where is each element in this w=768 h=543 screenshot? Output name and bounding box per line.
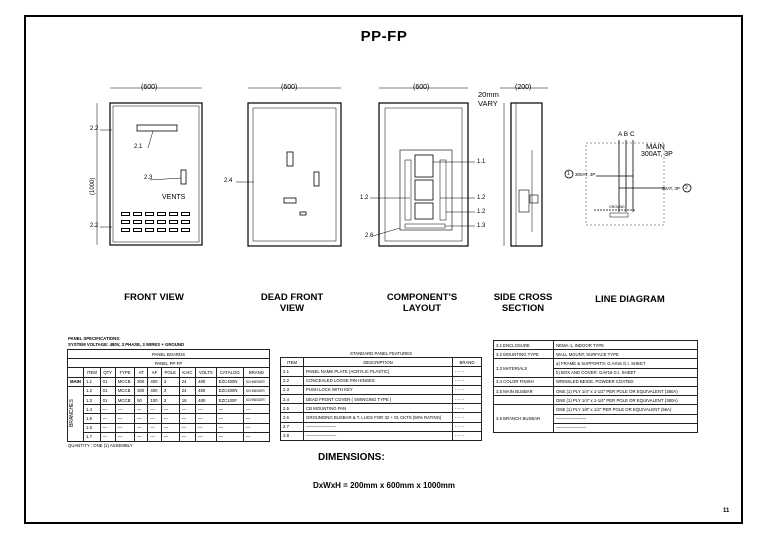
ground-label: GROUND (609, 205, 625, 209)
table-row: 3.5 MAIN BUSBAR ONE (1) PLY 1/4" x 1-1/2" PER POLE OR EQUIVALENT (380A) (494, 386, 698, 395)
dim-width-components: (600) (413, 84, 430, 91)
quantity-note: QUANTITY : ONE (1) ASSEMBLY (68, 443, 133, 448)
col-header: BRAND (453, 358, 482, 367)
callout-2-6: 2.6 (365, 233, 374, 239)
main-group-label: MAIN (68, 377, 84, 386)
table-header: PANEL BOARDS (68, 350, 270, 359)
col-header: AF (148, 368, 161, 377)
main-label: MAIN (646, 142, 665, 151)
vents-label: VENTS (162, 194, 186, 201)
callout-1-2-c: 1.2 (360, 195, 369, 201)
table-row: 3.2 MOUNTING TYPE WALL MOUNT, SURFACE TYPE (494, 350, 698, 359)
callout-2-3: 2.3 (144, 175, 153, 181)
dim-width-front: (600) (141, 84, 158, 91)
callout-1-2-b: 1.2 (477, 209, 486, 215)
components-layout-label: COMPONENT'S LAYOUT (386, 292, 458, 314)
table-row: MAIN 1.1 01 MCCB 300 400 3 24 480 EZC400N SCHNEIDER (68, 377, 270, 386)
table-row: 3.4 COLOR FINISH WRINKLED BEIGE, POWDER COATED (494, 377, 698, 386)
table-row: 1.7 — — — — — — — — — (68, 432, 270, 441)
table-row: 1.6 — — — — — — — — — (68, 423, 270, 432)
col-header: ITEM (281, 358, 304, 367)
callout-1-1: 1.1 (477, 159, 486, 165)
table-row: 2.2 CONCEALED LOOSE PIN HINGES - - - - (281, 376, 482, 385)
col-header: BRAND (243, 368, 269, 377)
page-title: PP-FP (360, 28, 408, 45)
branch-2-number: 2 (685, 185, 688, 191)
table-header: STANDARD PANEL FEATURES (350, 350, 412, 356)
panel-specifications: PANEL SPECIFICATIONS: SYSTEM VOLTAGE: 480V, 3 PHASE, 3 WIRES + GROUND (68, 336, 185, 347)
callout-2-2-bottom: 2.2 (90, 223, 99, 229)
table-row: BRANCHES 1.2 01 MCCB 300 400 3 24 480 EZC400N SCHNEIDER (68, 386, 270, 395)
front-view-label: FRONT VIEW (124, 292, 184, 303)
callout-2-4: 2.4 (224, 178, 233, 184)
dim-width-deadfront: (600) (281, 84, 298, 91)
side-cross-section-label: SIDE CROSS SECTION (493, 292, 553, 314)
table-row: 3.6 BRANCH BUSBAR ONE (1) PLY 1/8" x 1/2" PER POLE OR EQUIVALENT (56A) (494, 405, 698, 414)
branches-group (68, 386, 84, 441)
callout-1-3: 1.3 (477, 223, 486, 229)
dim-vary: 20mm VARY (478, 90, 499, 108)
phase-labels: A B C (618, 131, 635, 138)
page-number: 11 (723, 508, 730, 514)
dim-depth-side: (200) (515, 84, 532, 91)
enclosure-table (493, 340, 698, 433)
table-row: 1.4 — — — — — — — — — (68, 405, 270, 414)
branches-label: BRANCHES (69, 398, 75, 427)
panel-boards-table (67, 349, 270, 442)
table-row: 2.3 PUSH LOCK WITH KEY - - - - (281, 385, 482, 394)
table-row: 2.5 CB MOUNTING PAN - - - - (281, 404, 482, 413)
branch-1-rating: 300AT, 3P (575, 172, 596, 177)
dimensions-heading: DIMENSIONS: (318, 452, 385, 463)
dim-height: (1000) (90, 177, 96, 195)
branch-1-number: 1 (567, 171, 570, 177)
col-header: TYPE (115, 368, 134, 377)
table-row: 1.3 01 MCCB 50 100 3 18 480 EZC100F SCHNEIDER (68, 395, 270, 404)
table-row: 2.1 PANEL NAME PLATE (ACRYLIC PLASTIC) - - - - (281, 367, 482, 376)
table-row: ——————— (494, 414, 698, 423)
dimensions-value: DxWxH = 200mm x 600mm x 1000mm (312, 481, 456, 490)
table-row: ONE (1) PLY 1/4" x 1-1/4" PER POLE OR EQUIVALENT (380A) (494, 396, 698, 405)
col-header: VOLTS (196, 368, 217, 377)
table-row: 2.8 ——————— - - - - (281, 431, 482, 440)
main-rating: 300AT, 3P (641, 151, 673, 158)
table-row: b) BOX AND COVER: GA#16 G.I. SHEET (494, 368, 698, 377)
branch-2-rating: 50AT, 3P (662, 186, 680, 191)
table-row: 2.6 GROUNDING BUSBAR & T. LUGS FOR 32 + 01 CKTS (50% RATING) - - - - (281, 413, 482, 422)
col-header: KAIC (179, 368, 195, 377)
dead-front-view-label: DEAD FRONT VIEW (260, 292, 324, 314)
table-row: 3.1 ENCLOSURE NEMA-1, INDOOR TYPE (494, 341, 698, 350)
callout-2-1: 2.1 (134, 144, 143, 150)
table-subheader: PANEL PP-FP (68, 359, 270, 368)
col-header: CATALOG (216, 368, 243, 377)
table-row: 2.4 DEAD FRONT COVER ( SWINGING TYPE ) - - - - (281, 394, 482, 403)
table-row: 1.5 — — — — — — — — — (68, 414, 270, 423)
table-row: 3.3 MATERIALS a) FRAME & SUPPORTS: G.A#16 G.I. SHEET (494, 359, 698, 368)
standard-features-table (280, 349, 482, 441)
line-diagram-label: LINE DIAGRAM (595, 294, 665, 305)
col-header: QTY (100, 368, 115, 377)
callout-1-2-a: 1.2 (477, 195, 486, 201)
col-header: ITEM (83, 368, 100, 377)
callout-2-2-top: 2.2 (90, 126, 99, 132)
col-header: DESCRIPTION (304, 358, 453, 367)
table-row: 2.7 ——————— - - - - (281, 422, 482, 431)
table-row: ——————— (494, 423, 698, 432)
col-header: AT (135, 368, 148, 377)
col-header: POLE (161, 368, 179, 377)
